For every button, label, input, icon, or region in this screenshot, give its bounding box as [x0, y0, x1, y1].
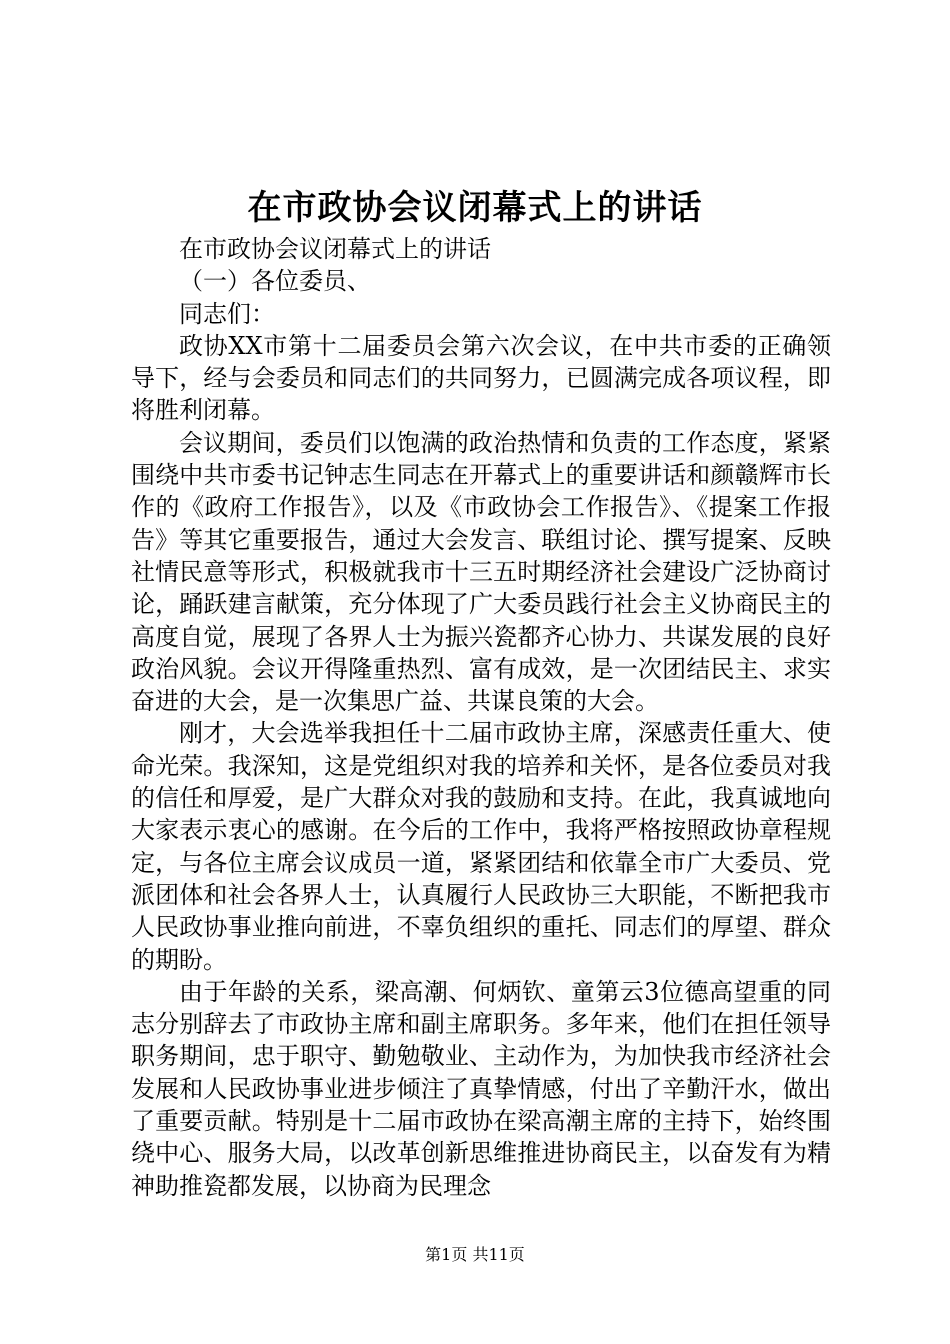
paragraph: 会议期间，委员们以饱满的政治热情和负责的工作态度，紧紧围绕中共市委书记钟志生同志在开幕式上的重要讲话和颜赣辉市长作的《政府工作报告》，以及《市政协会工作报告》、《提案工作报告》等其它重要报告，通过大会发言、联组讨论、撰写提案、反映社情民意等形式，积极就我市十三五时期经济社会建设广泛协商讨论，踊跃建言献策，充分体现了广大委员践行社会主义协商民主的高度自觉，展现了各界人士为振兴瓷都齐心协力、共谋发展的良好政治风貌。会议开得隆重热烈、富有成效，是一次团结民主、求实奋进的大会，是一次集思广益、共谋良策的大会。: [131, 428, 831, 716]
document-body: [131, 233, 831, 1202]
paragraph: 由于年龄的关系，梁高潮、何炳钦、童第云3位德高望重的同志分别辞去了市政协主席和副主席职务。多年来，他们在担任领导职务期间，忠于职守、勤勉敬业、主动作为，为加快我市经济社会发展和人民政协事业进步倾注了真挚情感，付出了辛勤汗水，做出了重要贡献。特别是十二届市政协在梁高潮主席的主持下，始终围绕中心、服务大局，以改革创新思维推进协商民主，以奋发有为精神助推瓷都发展，以协商为民理念: [131, 977, 831, 1200]
paragraph: 在市政协会议闭幕式上的讲话: [179, 235, 491, 263]
paragraph: 同志们：: [179, 299, 275, 328]
paragraph: （一）各位委员、: [179, 267, 371, 296]
paragraph: 政协XX市第十二届委员会第六次会议，在中共市委的正确领导下，经与会委员和同志们的共同努力，已圆满完成各项议程，即将胜利闭幕。: [131, 331, 831, 425]
page-footer: 第1页 共11页: [425, 1245, 525, 1264]
paragraph: 刚才，大会选举我担任十二届市政协主席，深感责任重大、使命光荣。我深知，这是党组织对我的培养和关怀，是各位委员对我的信任和厚爱，是广大群众对我的鼓励和支持。在此，我真诚地向大家表示衷心的感谢。在今后的工作中，我将严格按照政协章程规定，与各位主席会议成员一道，紧紧团结和依靠全市广大委员、党派团体和社会各界人士，认真履行人民政协三大职能，不断把我市人民政协事业推向前进，不辜负组织的重托、同志们的厚望、群众的期盼。: [131, 719, 831, 974]
document-title: 在市政协会议闭幕式上的讲话: [247, 188, 703, 228]
